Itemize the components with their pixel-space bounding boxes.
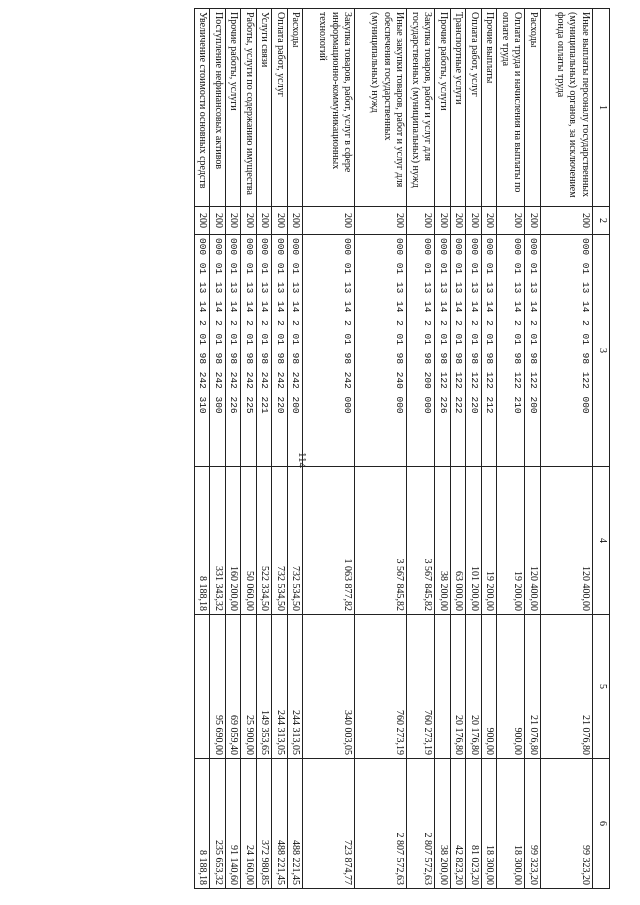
row-budget-code: 000 01 13 14 2 01 98 122 226 [435,235,451,467]
row-unexecuted: 2 807 572,63 [355,759,407,889]
table-row [288,9,304,889]
row-budget-code: 000 01 13 14 2 01 98 122 210 [497,235,525,467]
row-approved: 120 400,00 [541,467,593,615]
row-executed: 149 353,65 [257,615,273,759]
row-name: Иные выплаты персоналу государственных (муниципальных) органов, за исключением фонда оплаты труда [541,9,593,207]
row-approved: 50 060,00 [241,467,257,615]
row-name: Закупка товаров, работ и услуг для государственных (муниципальных) нужд [407,9,435,207]
row-executed: 900,00 [482,615,498,759]
row-approved: 19 200,00 [497,467,525,615]
row-budget-code: 000 01 13 14 2 01 98 122 000 [541,235,593,467]
row-budget-code: 000 01 13 14 2 01 98 242 200 [288,235,304,467]
row-budget-code: 000 01 13 14 2 01 98 122 212 [482,235,498,467]
row-name: Расходы [525,9,541,207]
row-unexecuted: 24 160,00 [241,759,257,889]
table-row [407,9,435,889]
row-admin-code: 200 [272,207,288,235]
row-admin-code: 200 [288,207,304,235]
column-header-3: 3 [593,235,610,467]
row-unexecuted: 18 300,00 [497,759,525,889]
row-name: Услуги связи [257,9,273,207]
row-budget-code: 000 01 13 14 2 01 98 122 200 [525,235,541,467]
row-approved: 120 400,00 [525,467,541,615]
row-budget-code: 000 01 13 14 2 01 98 122 222 [451,235,467,467]
row-budget-code: 000 01 13 14 2 01 98 242 220 [272,235,288,467]
row-admin-code: 200 [195,207,211,235]
row-budget-code: 000 01 13 14 2 01 98 200 000 [407,235,435,467]
row-approved: 1 063 877,82 [303,467,355,615]
row-name: Иные закупки товаров, работ и услуг для обеспечения государственных (муниципальных) нужд [355,9,407,207]
row-name: Оплата работ, услуг [466,9,482,207]
page-number: 114 [296,451,308,469]
row-budget-code: 000 01 13 14 2 01 98 242 000 [303,235,355,467]
row-admin-code: 200 [541,207,593,235]
row-budget-code: 000 01 13 14 2 01 98 242 225 [241,235,257,467]
row-unexecuted: 723 874,77 [303,759,355,889]
row-unexecuted: 235 653,32 [210,759,226,889]
table-row [466,9,482,889]
row-executed: 21 076,80 [525,615,541,759]
row-executed: 95 690,00 [210,615,226,759]
row-approved: 3 567 845,82 [355,467,407,615]
row-unexecuted: 18 300,00 [482,759,498,889]
row-approved: 3 567 845,82 [407,467,435,615]
row-admin-code: 200 [466,207,482,235]
row-unexecuted: 8 188,18 [195,759,211,889]
row-admin-code: 200 [257,207,273,235]
row-unexecuted: 488 221,45 [288,759,304,889]
table-row [541,9,593,889]
table-row [355,9,407,889]
row-executed: 244 313,05 [288,615,304,759]
row-approved: 160 200,00 [226,467,242,615]
row-name: Закупка товаров, работ, услуг в сфере информационно-коммуникационных технологий [303,9,355,207]
budget-execution-table [194,8,610,889]
row-admin-code: 200 [210,207,226,235]
row-unexecuted: 99 323,20 [525,759,541,889]
table-row [497,9,525,889]
column-header-4: 4 [593,467,610,615]
table-row [525,9,541,889]
row-executed: 25 900,00 [241,615,257,759]
table-body [195,9,593,889]
table-row [451,9,467,889]
row-unexecuted: 81 023,20 [466,759,482,889]
row-executed: 69 059,40 [226,615,242,759]
row-budget-code: 000 01 13 14 2 01 98 242 226 [226,235,242,467]
row-budget-code: 000 01 13 14 2 01 98 242 310 [195,235,211,467]
table-row [257,9,273,889]
row-name: Работы, услуги по содержанию имущества [241,9,257,207]
row-approved: 101 200,00 [466,467,482,615]
table-row [303,9,355,889]
row-executed: 20 176,80 [466,615,482,759]
row-name: Расходы [288,9,304,207]
row-approved: 63 000,00 [451,467,467,615]
row-budget-code: 000 01 13 14 2 01 98 240 000 [355,235,407,467]
row-name: Поступление нефинансовых активов [210,9,226,207]
column-header-5: 5 [593,615,610,759]
row-approved: 8 188,18 [195,467,211,615]
rotated-table-container [67,8,610,888]
row-admin-code: 200 [525,207,541,235]
table-row [195,9,211,889]
row-executed: 21 076,80 [541,615,593,759]
row-approved: 732 534,50 [272,467,288,615]
row-admin-code: 200 [226,207,242,235]
table-row [210,9,226,889]
row-unexecuted: 42 823,20 [451,759,467,889]
row-admin-code: 200 [241,207,257,235]
row-approved: 522 334,50 [257,467,273,615]
row-executed: 760 273,19 [407,615,435,759]
row-unexecuted: 38 200,00 [435,759,451,889]
row-budget-code: 000 01 13 14 2 01 98 122 220 [466,235,482,467]
row-name: Транспортные услуги [451,9,467,207]
row-unexecuted: 91 140,60 [226,759,242,889]
row-admin-code: 200 [497,207,525,235]
row-unexecuted: 99 323,20 [541,759,593,889]
table-row [482,9,498,889]
row-executed [435,615,451,759]
table-row [435,9,451,889]
row-executed: 900,00 [497,615,525,759]
row-admin-code: 200 [482,207,498,235]
row-budget-code: 000 01 13 14 2 01 98 242 300 [210,235,226,467]
table-header [593,9,610,889]
row-executed [195,615,211,759]
row-unexecuted: 2 807 572,63 [407,759,435,889]
table-row [226,9,242,889]
row-approved: 732 534,50 [288,467,304,615]
row-executed: 244 313,05 [272,615,288,759]
row-admin-code: 200 [355,207,407,235]
row-name: Оплата работ, услуг [272,9,288,207]
row-approved: 331 343,32 [210,467,226,615]
row-executed: 340 003,05 [303,615,355,759]
row-admin-code: 200 [407,207,435,235]
table-row [272,9,288,889]
row-admin-code: 200 [451,207,467,235]
row-name: Прочие выплаты [482,9,498,207]
column-header-2: 2 [593,207,610,235]
row-name: Прочие работы, услуги [226,9,242,207]
row-name: Оплата труда и начисления на выплаты по оплате труда [497,9,525,207]
row-approved: 19 200,00 [482,467,498,615]
row-approved: 38 200,00 [435,467,451,615]
row-admin-code: 200 [303,207,355,235]
table-row [241,9,257,889]
column-header-1: 1 [593,9,610,207]
row-unexecuted: 372 980,85 [257,759,273,889]
row-executed: 760 273,19 [355,615,407,759]
row-name: Прочие работы, услуги [435,9,451,207]
row-name: Увеличение стоимости основных средств [195,9,211,207]
row-admin-code: 200 [435,207,451,235]
column-header-6: 6 [593,759,610,889]
row-executed: 20 176,80 [451,615,467,759]
row-budget-code: 000 01 13 14 2 01 98 242 221 [257,235,273,467]
row-unexecuted: 488 221,45 [272,759,288,889]
